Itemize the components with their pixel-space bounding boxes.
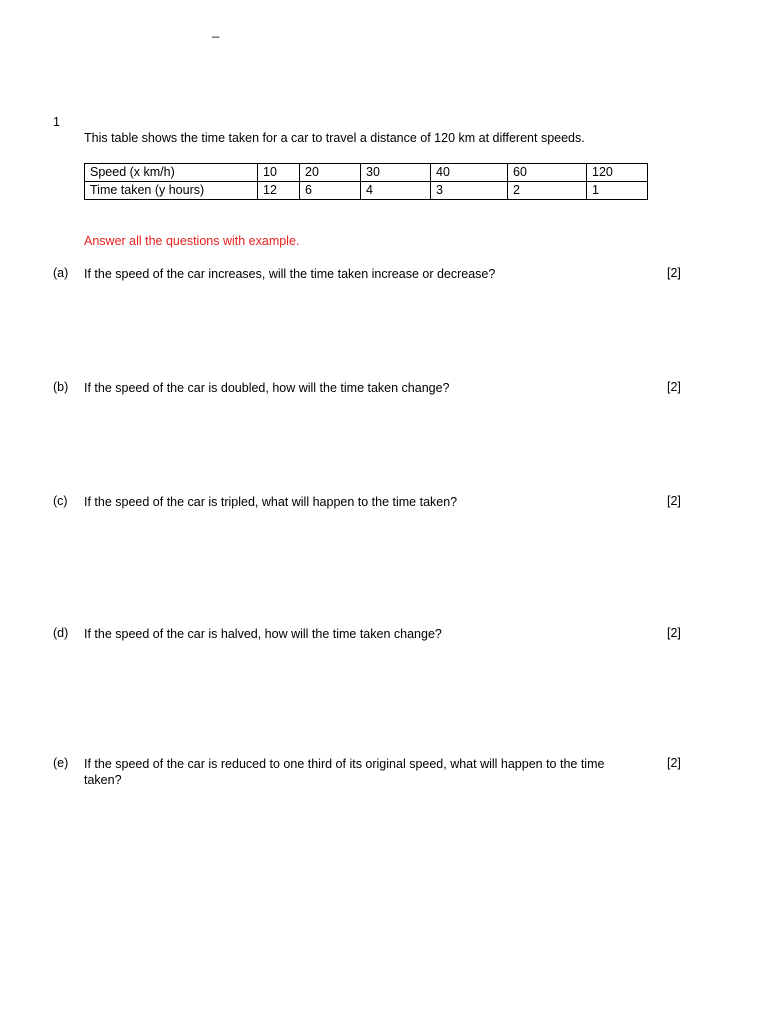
question-b-text: If the speed of the car is doubled, how will the time taken change? — [84, 381, 450, 395]
table-cell: 4 — [361, 182, 431, 200]
text-cursor-mark: _ — [212, 23, 220, 38]
question-b-label: (b) — [53, 380, 69, 394]
question-b-marks: [2] — [667, 380, 681, 394]
question-c-text: If the speed of the car is tripled, what will happen to the time taken? — [84, 495, 458, 509]
question-e-marks: [2] — [667, 756, 681, 770]
table-cell: 120 — [587, 164, 648, 182]
question-a-label: (a) — [53, 266, 69, 280]
question-d-label: (d) — [53, 626, 69, 640]
question-e-label: (e) — [53, 756, 69, 770]
question-d-text: If the speed of the car is halved, how will the time taken change? — [84, 627, 442, 641]
table-cell: 40 — [431, 164, 508, 182]
table-cell: 12 — [258, 182, 300, 200]
question-c-label: (c) — [53, 494, 68, 508]
table-cell: 20 — [300, 164, 361, 182]
table-cell: 2 — [508, 182, 587, 200]
table-cell: 6 — [300, 182, 361, 200]
row-header-time: Time taken (y hours) — [85, 182, 258, 200]
question-number: 1 — [53, 115, 60, 129]
question-a-text: If the speed of the car increases, will the time taken increase or decrease? — [84, 267, 496, 281]
question-a-marks: [2] — [667, 266, 681, 280]
question-c-marks: [2] — [667, 494, 681, 508]
instruction-text: Answer all the questions with example. — [84, 234, 300, 248]
row-header-speed: Speed (x km/h) — [85, 164, 258, 182]
question-e-text: If the speed of the car is reduced to one third of its original speed, what will happen to the time taken? — [84, 757, 605, 787]
table-cell: 60 — [508, 164, 587, 182]
table-row-speed — [85, 164, 648, 182]
table-cell: 1 — [587, 182, 648, 200]
question-d-marks: [2] — [667, 626, 681, 640]
table-cell: 30 — [361, 164, 431, 182]
speed-time-table — [84, 163, 648, 200]
table-cell: 3 — [431, 182, 508, 200]
question-intro: This table shows the time taken for a car to travel a distance of 120 km at different speeds. — [84, 131, 585, 145]
table-row-time — [85, 182, 648, 200]
table-cell: 10 — [258, 164, 300, 182]
